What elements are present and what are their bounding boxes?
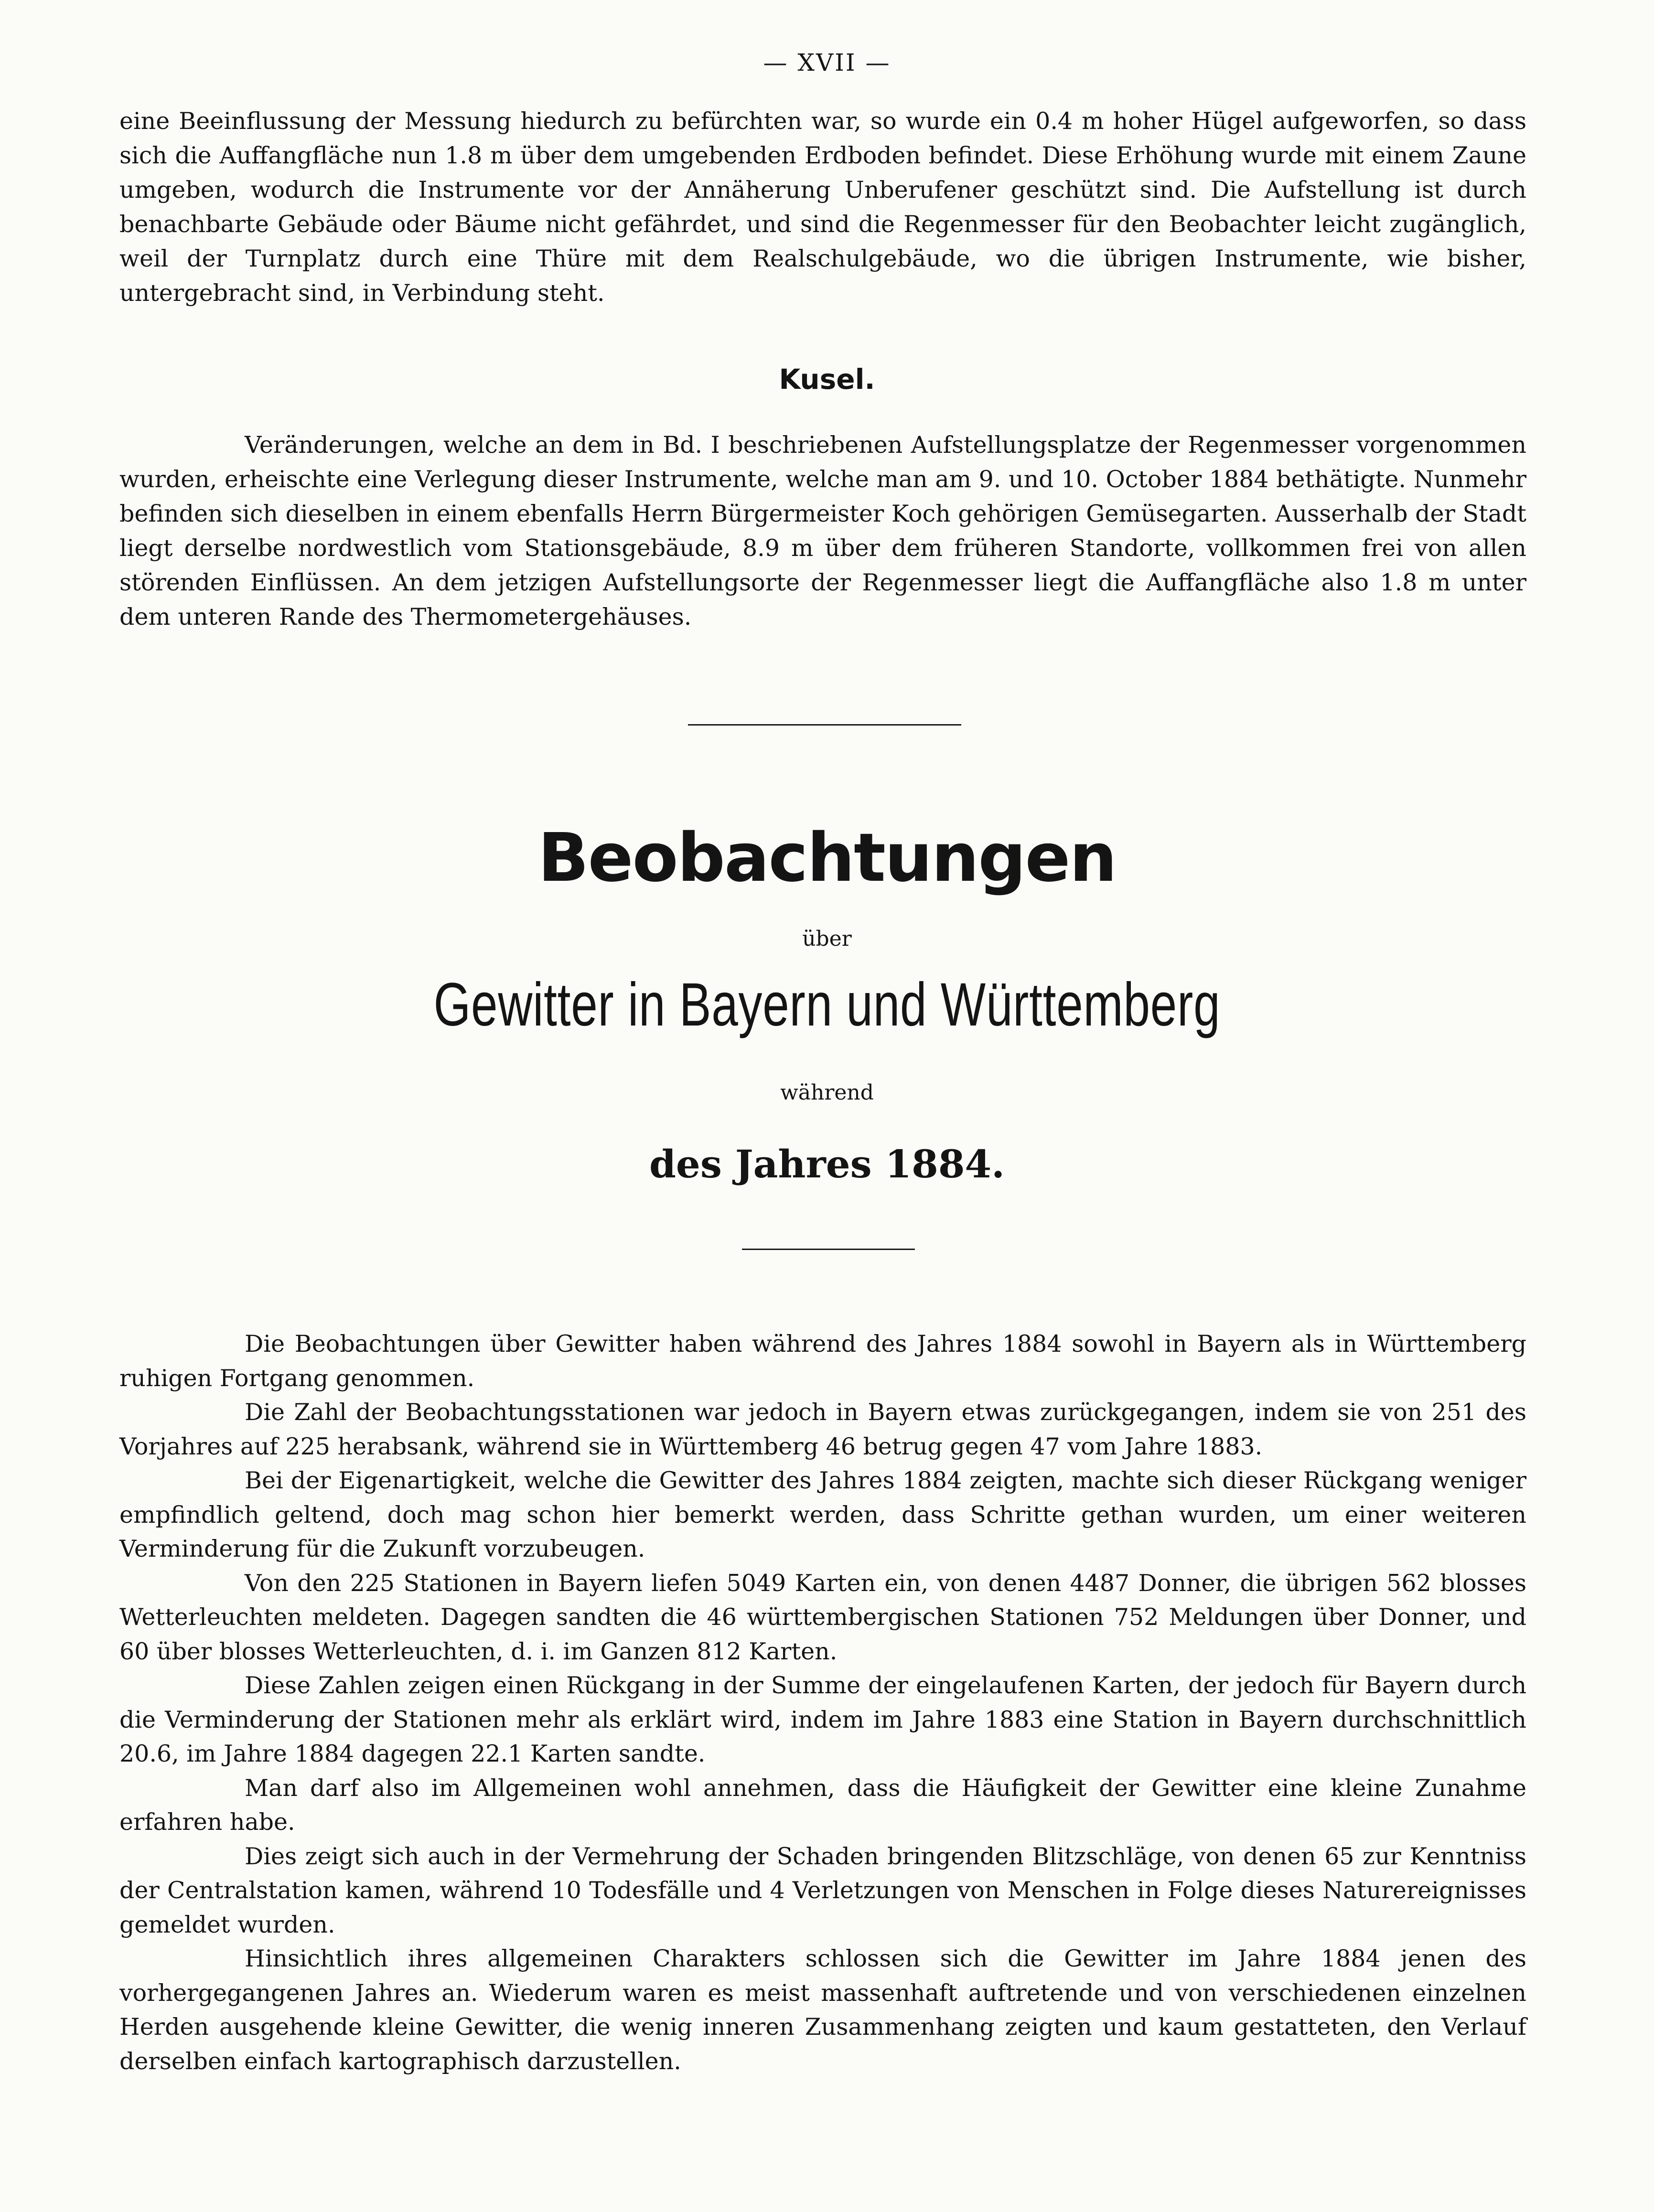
kusel-paragraph-block [119, 428, 1526, 634]
body-text [119, 1327, 1526, 2078]
title-uber: über [802, 927, 852, 951]
title-wahrend: während [780, 1080, 874, 1105]
body-paragraph-6: Man darf also im Allgemeinen wohl annehmen, dass die Häufigkeit der Gewitter eine kleine Zunahme erfahren habe. [119, 1774, 1526, 1836]
body-paragraph-7: Dies zeigt sich auch in der Vermehrung der Schaden bringenden Blitzschläge, von denen 65 zur Kenntniss der Centralstation kamen, während 10 Todesfälle und 4 Verletzungen von Menschen in Folge dieses Naturereignisses gemeldet wurden. [119, 1842, 1526, 1938]
body-paragraph-1: Die Beobachtungen über Gewitter haben während des Jahres 1884 sowohl in Bayern als in Württemberg ruhigen Fortgang genommen. [119, 1330, 1526, 1392]
body-paragraph-2: Die Zahl der Beobachtungsstationen war jedoch in Bayern etwas zurückgegangen, indem sie von 251 des Vorjahres auf 225 herabsank, während sie in Württemberg 46 betrug gegen 47 vom Jahre 1883. [119, 1399, 1526, 1460]
body-paragraph-4: Von den 225 Stationen in Bayern liefen 5049 Karten ein, von denen 4487 Donner, die übrigen 562 blosses Wetterleuchten meldeten. Dagegen sandten die 46 württembergischen Stationen 752 Meldungen über Donner, und 60 über blosses Wetterleuchten, d. i. im Ganzen 812 Karten. [119, 1569, 1526, 1665]
body-paragraph-3: Bei der Eigenartigkeit, welche die Gewitter des Jahres 1884 zeigten, machte sich dieser Rückgang weniger empfindlich geltend, doch mag schon hier bemerkt werden, dass Schritte gethan wurden, um einer weiteren Verminderung für die Zukunft vorzubeugen. [119, 1467, 1526, 1562]
section-divider-top [688, 724, 961, 726]
title-main: Beobachtungen [537, 819, 1117, 897]
section-divider-bottom [742, 1249, 915, 1250]
body-paragraph-8: Hinsichtlich ihres allgemeinen Charakters schlossen sich die Gewitter im Jahre 1884 jenen des vorhergegangenen Jahres an. Wiederum waren es meist massenhaft auftretende und von verschiedenen einzelnen Herden ausgehende kleine Gewitter, die wenig inneren Zusammenhang zeigten und kaum gestatteten, den Verlauf derselben einfach kartographisch darzustellen. [119, 1945, 1526, 2075]
kusel-heading: Kusel. [779, 363, 875, 395]
intro-paragraph-block [119, 104, 1526, 310]
title-year: des Jahres 1884. [649, 1142, 1005, 1186]
kusel-paragraph: Veränderungen, welche an dem in Bd. I beschriebenen Aufstellungsplatze der Regenmesser vorgenommen wurden, erheischte eine Verlegung dieser Instrumente, welche man am 9. und 10. October 1884 bethätigte. Nunmehr befinden sich dieselben in einem ebenfalls Herrn Bürgermeister Koch gehörigen Gemüsegarten. Ausserhalb der Stadt liegt derselbe nordwestlich vom Stationsgebäude, 8.9 m über dem früheren Standorte, vollkommen frei von allen störenden Einflüssen. An dem jetzigen Aufstellungsorte der Regenmesser liegt die Auffangfläche also 1.8 m unter dem unteren Rande des Thermometergehäuses. [119, 431, 1526, 630]
page-number: — XVII — [763, 49, 891, 76]
intro-paragraph: eine Beeinflussung der Messung hiedurch zu befürchten war, so wurde ein 0.4 m hoher Hügel aufgeworfen, so dass sich die Auffangfläche nun 1.8 m über dem umgebenden Erdboden befindet. Diese Erhöhung wurde mit einem Zaune umgeben, wodurch die Instrumente vor der Annäherung Unberufener geschützt sind. Die Aufstellung ist durch benachbarte Gebäude oder Bäume nicht gefährdet, und sind die Regenmesser für den Beobachter leicht zugänglich, weil der Turnplatz durch eine Thüre mit dem Realschulgebäude, wo die übrigen Instrumente, wie bisher, untergebracht sind, in Verbindung steht. [119, 107, 1526, 307]
title-subtitle: Gewitter in Bayern und Württemberg [433, 971, 1221, 1039]
body-paragraph-5: Diese Zahlen zeigen einen Rückgang in der Summe der eingelaufenen Karten, der jedoch für Bayern durch die Verminderung der Stationen mehr als erklärt wird, indem im Jahre 1883 eine Station in Bayern durchschnittlich 20.6, im Jahre 1884 dagegen 22.1 Karten sandte. [119, 1672, 1526, 1767]
